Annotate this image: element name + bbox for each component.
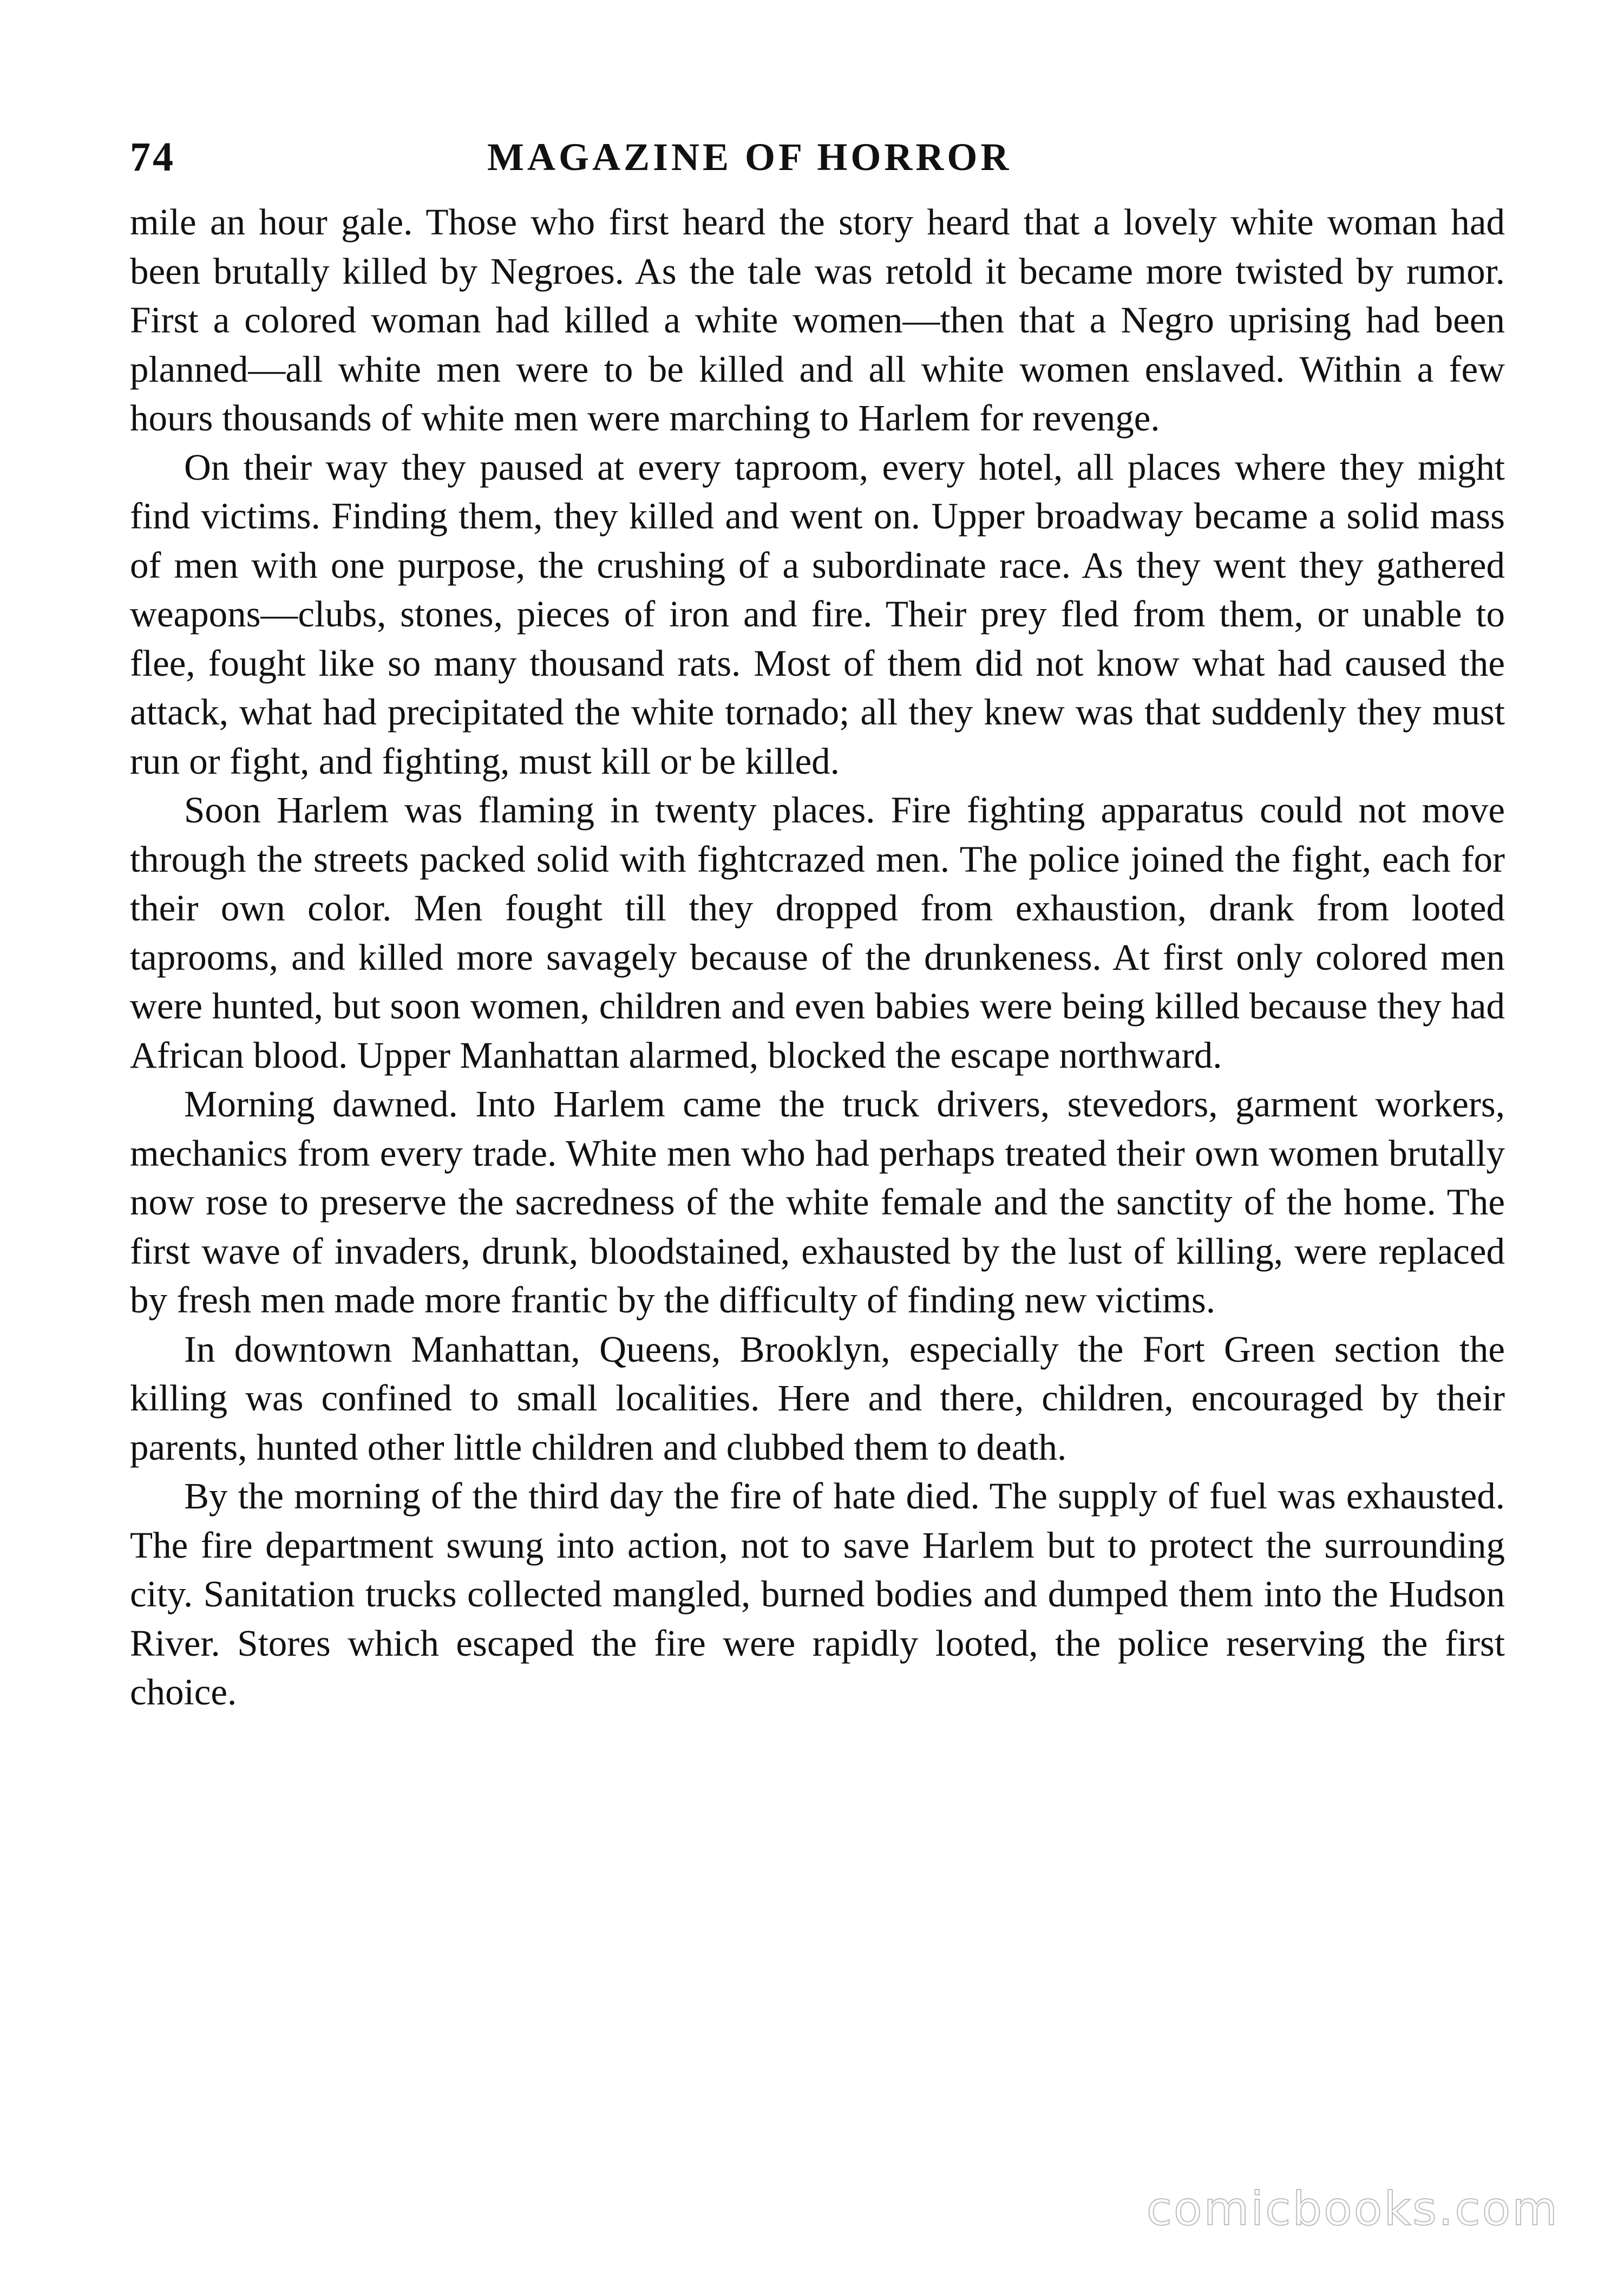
paragraph-4: Morning dawned. Into Harlem came the truck drivers, stevedors, garment workers, mechanics from every trade. White men who had perhaps treated their own women brutally now rose to preserve the sacredness of the white female and the sanctity of the home. The first wave of invaders, drunk, bloodstained, exhausted by the lust of killing, were replaced by fresh men made more frantic by the difficulty of finding new victims.	[130, 1083, 1505, 1321]
paragraph-3: Soon Harlem was flaming in twenty places. Fire fighting apparatus could not move through the streets packed solid with fightcrazed men. The police joined the fight, each for their own color. Men fought till they dropped from exhaustion, drank from looted taprooms, and killed more savagely because of the drunkeness. At first only colored men were hunted, but soon women, children and even babies were being killed because they had African blood. Upper Manhattan alarmed, blocked the escape northward.	[130, 789, 1505, 1076]
paragraph-5: In downtown Manhattan, Queens, Brooklyn, especially the Fort Green section the killing was confined to small localities. Here and there, children, encouraged by their parents, hunted other little children and clubbed them to death.	[130, 1328, 1505, 1468]
running-head: MAGAZINE OF HORROR	[487, 135, 1012, 179]
page-number: 74	[130, 134, 175, 180]
paragraph-1: mile an hour gale. Those who first heard the story heard that a lovely white woman had been brutally killed by Negroes. As the tale was retold it became more twisted by rumor. First a colored woman had killed a white women—then that a Negro uprising had been planned—all white men were to be killed and all white women enslaved. Within a few hours thousands of white men were marching to Harlem for revenge.	[130, 201, 1505, 439]
page-header	[130, 130, 1494, 190]
article-body	[130, 198, 1505, 1717]
watermark: comicbooks.com	[1146, 2182, 1559, 2236]
paragraph-6: By the morning of the third day the fire of hate died. The supply of fuel was exhausted. The fire department swung into action, not to save Harlem but to protect the surrounding city. Sanitation trucks collected mangled, burned bodies and dumped them into the Hudson River. Stores which escaped the fire were rapidly looted, the police reserving the first choice.	[130, 1475, 1505, 1713]
paragraph-2: On their way they paused at every taproom, every hotel, all places where they might find victims. Finding them, they killed and went on. Upper broadway became a solid mass of men with one purpose, the crushing of a subordinate race. As they went they gathered weapons—clubs, stones, pieces of iron and fire. Their prey fled from them, or unable to flee, fought like so many thousand rats. Most of them did not know what had caused the attack, what had precipitated the white tornado; all they knew was that suddenly they must run or fight, and fighting, must kill or be killed.	[130, 446, 1505, 782]
